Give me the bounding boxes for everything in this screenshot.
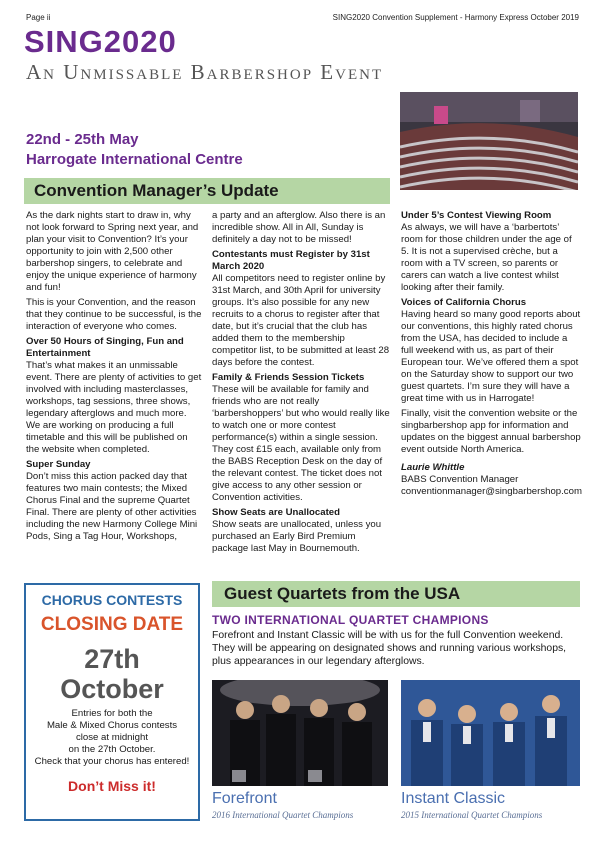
guest-quartets-body: Forefront and Instant Classic will be with us for the full Convention weekend. They will be appearing on designated shows and running various workshops, plus appearances in our legendary afterglows. xyxy=(212,630,567,667)
page-subtitle: An Unmissable Barbershop Event xyxy=(26,60,384,84)
closing-date-month: October xyxy=(60,674,164,704)
chorus-contest-closing-box xyxy=(24,583,200,821)
page-number: Page ii xyxy=(26,13,51,22)
contest-box-heading: CHORUS CONTESTS xyxy=(41,592,183,608)
signature-name: Laurie Whittle xyxy=(401,462,465,473)
paragraph: As always, we will have a ‘barbertots’ room for those children under the age of 5. It is not a supervised crèche, but a room with a TV screen, so parents or carers can watch a live contest whilst looking after their family. xyxy=(401,222,572,293)
quartet-name-instant-classic: Instant Classic xyxy=(401,790,506,807)
signature-title: BABS Convention Manager xyxy=(401,474,519,485)
section-heading: Super Sunday xyxy=(26,459,91,470)
article-column-3 xyxy=(401,210,581,498)
dont-miss-callout: Don’t Miss it! xyxy=(68,778,156,794)
guest-quartets-heading: Guest Quartets from the USA xyxy=(212,581,580,607)
paragraph: These will be available for family and friends who are not really ‘barbershoppers’ but who would really like to watch one or more contest performance(s) within a single session. They cost £15 each, available only from the BABS Reception Desk on the day of the relevant contest. The ticket does not give access to any other session or Convention activities. xyxy=(212,384,390,503)
detail-line: close at midnight xyxy=(76,732,148,743)
detail-line: Check that your chorus has entered! xyxy=(34,756,190,767)
article-column-2 xyxy=(212,210,392,558)
manager-update-heading: Convention Manager’s Update xyxy=(24,178,390,204)
section-heading: Show Seats are Unallocated xyxy=(212,507,340,518)
forefront-quartet-photo xyxy=(212,680,388,786)
paragraph: Finally, visit the convention website or the singbarbershop app for information and updates on the biggest annual barbershop event outside North America. xyxy=(401,408,581,455)
signature-email: conventionmanager@singbarbershop.com xyxy=(401,486,582,497)
section-heading: Voices of California Chorus xyxy=(401,297,527,308)
closing-date xyxy=(26,644,198,704)
page-title: SING2020 xyxy=(24,24,177,59)
paragraph: This is your Convention, and the reason that they continue to be successful, is the interaction of everyone who comes. xyxy=(26,297,202,332)
guest-quartets-subheading: TWO INTERNATIONAL QUARTET CHAMPIONS xyxy=(212,613,489,627)
contest-box-details xyxy=(26,708,198,768)
quartet-name-forefront: Forefront xyxy=(212,790,277,807)
publication-line: SING2020 Convention Supplement - Harmony Express October 2019 xyxy=(332,13,579,22)
venue-auditorium-photo xyxy=(400,92,578,190)
detail-line: on the 27th October. xyxy=(68,744,156,755)
event-dates: 22nd - 25th May xyxy=(26,131,139,148)
section-heading: Contestants must Register by 31st March 2020 xyxy=(212,249,370,272)
detail-line: Male & Mixed Chorus contests xyxy=(46,720,178,731)
instant-classic-quartet-photo xyxy=(401,680,580,786)
paragraph: a party and an afterglow. Also there is an incredible show. All in All, Sunday is definitely a day not to be missed! xyxy=(212,210,386,245)
article-column-1 xyxy=(26,210,202,546)
quartet-caption-forefront: 2016 International Quartet Champions xyxy=(212,810,354,820)
paragraph: Don’t miss this action packed day that features two main contests; the Mixed Chorus Final and the supreme Quartet Final. There are plenty of other activities including the new Harmony College Mini Pods, Sing a Tag Hour, Workshops, xyxy=(26,471,198,542)
closing-date-label: CLOSING DATE xyxy=(40,614,184,635)
closing-date-day: 27th xyxy=(84,644,140,674)
paragraph: Show seats are unallocated, unless you purchased an Early Bird Premium package last May in Bournemouth. xyxy=(212,519,382,554)
section-heading: Under 5’s Contest Viewing Room xyxy=(401,210,552,221)
paragraph: That’s what makes it an unmissable event. There are plenty of activities to get involved with including masterclasses, workshops, tag sessions, three shows, legendary afterglows and much more. We are working on producing a full timetable and this will be published on the website when completed. xyxy=(26,360,202,455)
paragraph: As the dark nights start to draw in, why not look forward to Spring next year, and plan your visit to Convention? It’s your opportunity to join with 2,500 other barbershop singers, to celebrate and enjoy the unique experience of harmony and fun! xyxy=(26,210,199,293)
section-heading: Family & Friends Session Tickets xyxy=(212,372,365,383)
paragraph: Having heard so many good reports about our conventions, this highly rated chorus from the USA, has decided to include a full weekend with us, as part of their European tour. We’ve offered them a spot on the Saturday show to support our two guest quartets. I’m sure they will have a great time with us in Harrogate! xyxy=(401,309,581,404)
quartet-caption-instant-classic: 2015 International Quartet Champions xyxy=(401,810,543,820)
detail-line: Entries for both the xyxy=(71,708,153,719)
section-heading: Over 50 Hours of Singing, Fun and Entertainment xyxy=(26,336,184,359)
event-venue: Harrogate International Centre xyxy=(26,151,243,168)
paragraph: All competitors need to register online by 31st March, and 30th April for university groups. It’s also possible for any new recruits to a chorus to register after that date, but it’s crucial that the club has added them to the membership competitor list, to be submitted at least 28 days before the contest. xyxy=(212,273,390,368)
